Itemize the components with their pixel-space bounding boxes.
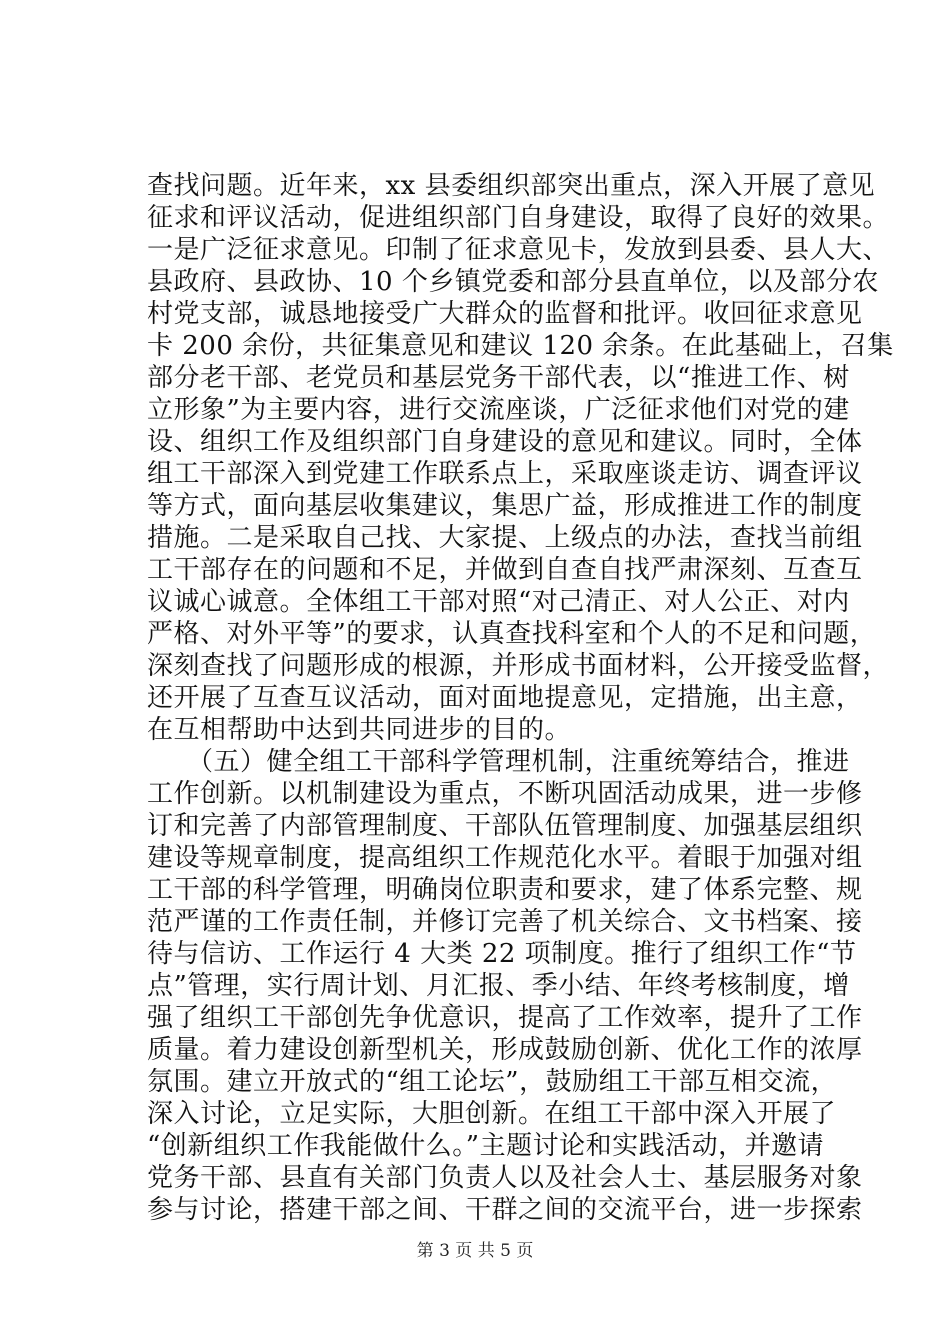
body-text-line: 在互相帮助中达到共同进步的目的。 bbox=[147, 715, 572, 745]
body-text-line: 严格、对外平等”的要求，认真查找科室和个人的不足和问题， bbox=[147, 619, 877, 649]
body-text-line: 设、组织工作及组织部门自身建设的意见和建议。同时，全体 bbox=[147, 427, 863, 457]
body-text-line: 部分老干部、老党员和基层党务干部代表，以“推进工作、树 bbox=[147, 363, 850, 393]
body-text-line: 党务干部、县直有关部门负责人以及社会人士、基层服务对象 bbox=[147, 1163, 863, 1193]
body-text-line: “创新组织工作我能做什么。”主题讨论和实践活动，并邀请 bbox=[147, 1131, 825, 1161]
body-text-line: 议诚心诚意。全体组工干部对照“对己清正、对人公正、对内 bbox=[147, 587, 850, 617]
body-text-line: 深刻查找了问题形成的根源，并形成书面材料，公开接受监督， bbox=[147, 651, 890, 681]
body-text-line: 参与讨论，搭建干部之间、干群之间的交流平台，进一步探索 bbox=[147, 1195, 863, 1225]
body-text-line: 强了组织工干部创先争优意识，提高了工作效率，提升了工作 bbox=[147, 1003, 863, 1033]
body-text-line: 卡 200 余份，共征集意见和建议 120 余条。在此基础上，召集 bbox=[147, 331, 894, 361]
body-text-line: 订和完善了内部管理制度、干部队伍管理制度、加强基层组织 bbox=[147, 811, 863, 841]
body-text-line: 措施。二是采取自己找、大家提、上级点的办法，查找当前组 bbox=[147, 523, 863, 553]
body-text-line: 县政府、县政协、10 个乡镇党委和部分县直单位，以及部分农 bbox=[147, 267, 879, 297]
body-text-line: 范严谨的工作责任制，并修订完善了机关综合、文书档案、接 bbox=[147, 907, 863, 937]
body-text-line: 组工干部深入到党建工作联系点上，采取座谈走访、调查评议 bbox=[147, 459, 863, 489]
body-text-line: 工作创新。以机制建设为重点，不断巩固活动成果，进一步修 bbox=[147, 779, 863, 809]
body-text-line: 氛围。建立开放式的“组工论坛”，鼓励组工干部互相交流， bbox=[147, 1067, 838, 1097]
body-text-line: 质量。着力建设创新型机关，形成鼓励创新、优化工作的浓厚 bbox=[147, 1035, 863, 1065]
body-text-line: 工干部的科学管理，明确岗位职责和要求，建了体系完整、规 bbox=[147, 875, 863, 905]
body-text-line: 查找问题。近年来，xx 县委组织部突出重点，深入开展了意见 bbox=[147, 171, 876, 201]
body-text-line: 深入讨论，立足实际，大胆创新。在组工干部中深入开展了 bbox=[147, 1099, 837, 1129]
page-number-footer: 第 3 页 共 5 页 bbox=[416, 1241, 534, 1261]
body-text-line: 待与信访、工作运行 4 大类 22 项制度。推行了组织工作“节 bbox=[147, 939, 857, 969]
body-text-line: 征求和评议活动，促进组织部门自身建设，取得了良好的效果。 bbox=[147, 203, 890, 233]
body-text-line: 还开展了互查互议活动，面对面地提意见，定措施，出主意， bbox=[147, 683, 863, 713]
body-text-line: 立形象”为主要内容，进行交流座谈，广泛征求他们对党的建 bbox=[147, 395, 850, 425]
body-text-line: 一是广泛征求意见。印制了征求意见卡，发放到县委、县人大、 bbox=[147, 235, 890, 265]
body-text-line: 村党支部，诚恳地接受广大群众的监督和批评。收回征求意见 bbox=[147, 299, 863, 329]
body-text-line: 建设等规章制度，提高组织工作规范化水平。着眼于加强对组 bbox=[147, 843, 863, 873]
body-text-line: 工干部存在的问题和不足，并做到自查自找严肃深刻、互查互 bbox=[147, 555, 863, 585]
body-text-line: 等方式，面向基层收集建议，集思广益，形成推进工作的制度 bbox=[147, 491, 863, 521]
body-text-line: 点”管理，实行周计划、月汇报、季小结、年终考核制度，增 bbox=[147, 971, 850, 1001]
section-heading-line: （五）健全组工干部科学管理机制，注重统筹结合，推进 bbox=[147, 747, 850, 777]
